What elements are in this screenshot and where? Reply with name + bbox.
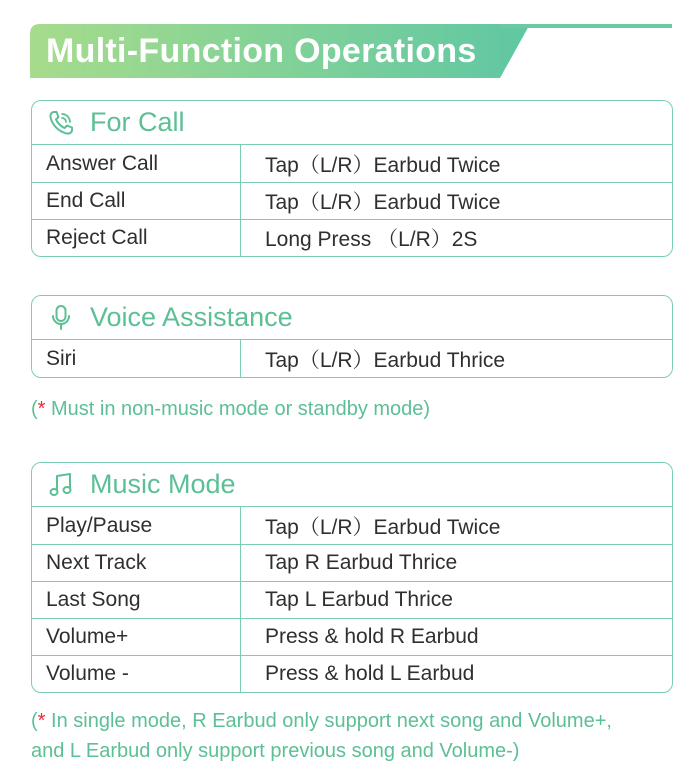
music-note-line-1: (* In single mode, R Earbud only support next song and Volume+, [31, 710, 612, 732]
table-row [32, 219, 672, 256]
operation-cell: Tap（L/R）Earbud Twice [265, 153, 501, 177]
action-cell: End Call [32, 183, 241, 219]
operation-cell: Tap L Earbud Thrice [265, 588, 453, 611]
music-note-line-2: and L Earbud only support previous song and Volume-) [31, 740, 520, 762]
asterisk: * [37, 398, 46, 420]
operation-cell: Press & hold L Earbud [265, 662, 475, 685]
table-row [32, 618, 672, 655]
phone-icon [46, 108, 76, 138]
operation-cell: Tap（L/R）Earbud Twice [265, 191, 501, 214]
operation-cell: Tap R Earbud Thrice [265, 551, 458, 574]
operation-cell: Tap（L/R）Earbud Thrice [265, 348, 506, 372]
table-row [32, 182, 672, 219]
table-row [32, 581, 672, 618]
action-cell: Volume+ [32, 619, 241, 655]
table-row [32, 507, 672, 544]
operation-cell: Press & hold R Earbud [265, 625, 479, 648]
section-music [31, 462, 673, 693]
asterisk: * [37, 710, 46, 732]
action-cell: Reject Call [32, 220, 241, 256]
page-title: Multi-Function Operations [46, 32, 477, 70]
table-row [32, 544, 672, 581]
table-row [32, 340, 672, 377]
action-cell: Play/Pause [32, 507, 241, 544]
title-rule [500, 24, 672, 28]
section-voice [31, 295, 673, 378]
music-note [31, 706, 612, 766]
table-row [32, 655, 672, 692]
title-banner [30, 24, 530, 78]
section-voice-title: Voice Assistance [90, 302, 293, 332]
section-music-title: Music Mode [90, 469, 236, 499]
operation-cell: Tap（L/R）Earbud Twice [265, 515, 501, 539]
microphone-icon [46, 303, 76, 333]
action-cell: Answer Call [32, 145, 241, 182]
music-note-icon [46, 470, 76, 500]
section-call-title: For Call [90, 107, 185, 137]
table-row [32, 145, 672, 182]
action-cell: Siri [32, 340, 241, 377]
operation-cell: Long Press （L/R）2S [265, 228, 478, 251]
section-call [31, 100, 673, 257]
action-cell: Next Track [32, 545, 241, 581]
voice-note: (* Must in non-music mode or standby mode) [31, 398, 431, 420]
section-call-header [32, 101, 672, 145]
section-voice-header [32, 296, 672, 340]
action-cell: Last Song [32, 582, 241, 618]
section-music-header [32, 463, 672, 507]
action-cell: Volume - [32, 656, 241, 692]
